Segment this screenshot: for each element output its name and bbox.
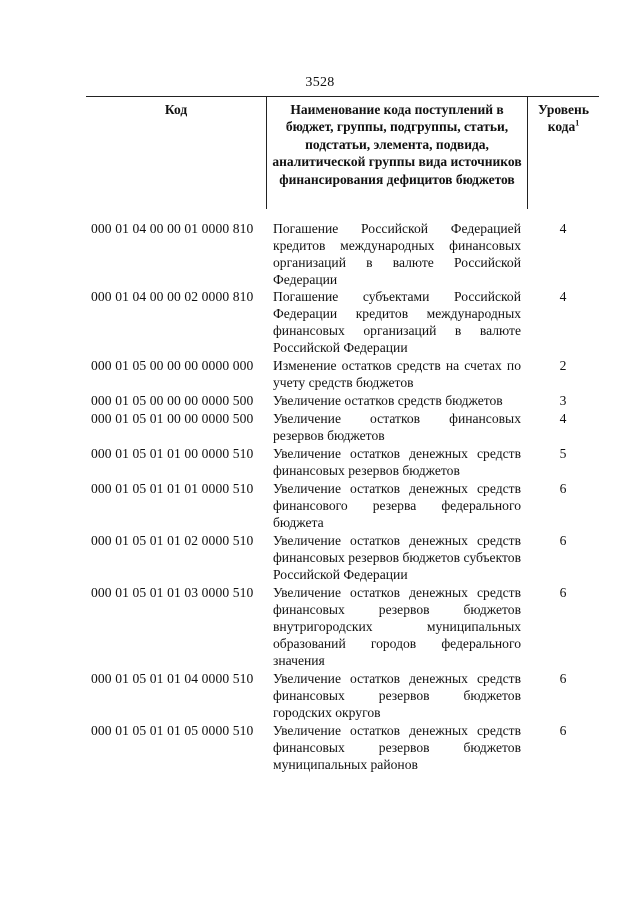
row-code: 000 01 05 00 00 00 0000 000: [91, 358, 254, 373]
row-code: 000 01 05 01 01 02 0000 510: [91, 533, 254, 548]
row-name: Увеличение остатков средств бюджетов: [273, 393, 503, 408]
header-code-label: Код: [164, 102, 188, 117]
row-code: 000 01 05 01 01 01 0000 510: [91, 481, 254, 496]
row-name: Изменение остатков средств на счетах по учету средств бюджетов: [273, 358, 521, 390]
row-code: 000 01 04 00 00 01 0000 810: [91, 221, 254, 236]
table-row: [0, 480, 640, 531]
header-level: [528, 97, 599, 209]
row-name: Увеличение остатков денежных средств финансовых резервов бюджетов: [273, 446, 521, 478]
row-level: 6: [559, 585, 567, 600]
header-name: [266, 97, 528, 209]
row-code: 000 01 05 01 01 05 0000 510: [91, 723, 254, 738]
row-name: Увеличение остатков денежных средств финансовых резервов бюджетов субъектов Российской Федерации: [273, 533, 521, 582]
header-name-label: Наименование кода поступлений в бюджет, группы, подгруппы, статьи, подстатьи, элемента, подвида, аналитической группы вида источников финансирования дефицитов бюджетов: [272, 102, 522, 187]
table-row: [0, 532, 640, 583]
row-level: 6: [559, 533, 567, 548]
row-level: 4: [559, 411, 567, 426]
row-level: 4: [559, 289, 567, 304]
table-row: [0, 445, 640, 479]
row-name: Увеличение остатков финансовых резервов бюджетов: [273, 411, 521, 443]
row-level: 6: [559, 723, 567, 738]
row-level: 6: [559, 481, 567, 496]
row-name: Увеличение остатков денежных средств финансовых резервов бюджетов внутригородских муниципальных образований городов федерального значения: [273, 585, 521, 668]
row-code: 000 01 05 01 00 00 0000 500: [91, 411, 254, 426]
row-code: 000 01 05 00 00 00 0000 500: [91, 393, 254, 408]
table-row: [0, 722, 640, 773]
row-level: 5: [559, 446, 567, 461]
table-row: [0, 584, 640, 669]
row-level: 6: [559, 671, 567, 686]
row-name: Увеличение остатков денежных средств финансовых резервов бюджетов муниципальных районов: [273, 723, 521, 772]
page-number: 3528: [305, 75, 335, 90]
table-row: [0, 288, 640, 356]
table-row: [0, 410, 640, 444]
header-level-label: Уровень кода: [538, 102, 589, 135]
row-code: 000 01 05 01 01 03 0000 510: [91, 585, 254, 600]
table-row: [0, 357, 640, 391]
row-name: Погашение Российской Федерацией кредитов международных финансовых организаций в валюте Российской Федерации: [273, 221, 521, 287]
table-row: [0, 220, 640, 288]
row-level: 4: [559, 221, 567, 236]
row-code: 000 01 05 01 01 04 0000 510: [91, 671, 254, 686]
table-row: [0, 670, 640, 721]
code-table-body: [0, 220, 640, 773]
header-code: [86, 97, 266, 209]
header-level-footnote: 1: [575, 118, 580, 128]
row-name: Погашение субъектами Российской Федерации кредитов международных финансовых организаций в валюте Российской Федерации: [273, 289, 521, 355]
row-code: 000 01 05 01 01 00 0000 510: [91, 446, 254, 461]
row-name: Увеличение остатков денежных средств финансовых резервов бюджетов городских округов: [273, 671, 521, 720]
row-name: Увеличение остатков денежных средств финансового резерва федерального бюджета: [273, 481, 521, 530]
row-level: 2: [559, 358, 567, 373]
row-code: 000 01 04 00 00 02 0000 810: [91, 289, 254, 304]
table-row: [0, 392, 640, 409]
row-level: 3: [559, 393, 567, 408]
table-header: [86, 96, 599, 208]
